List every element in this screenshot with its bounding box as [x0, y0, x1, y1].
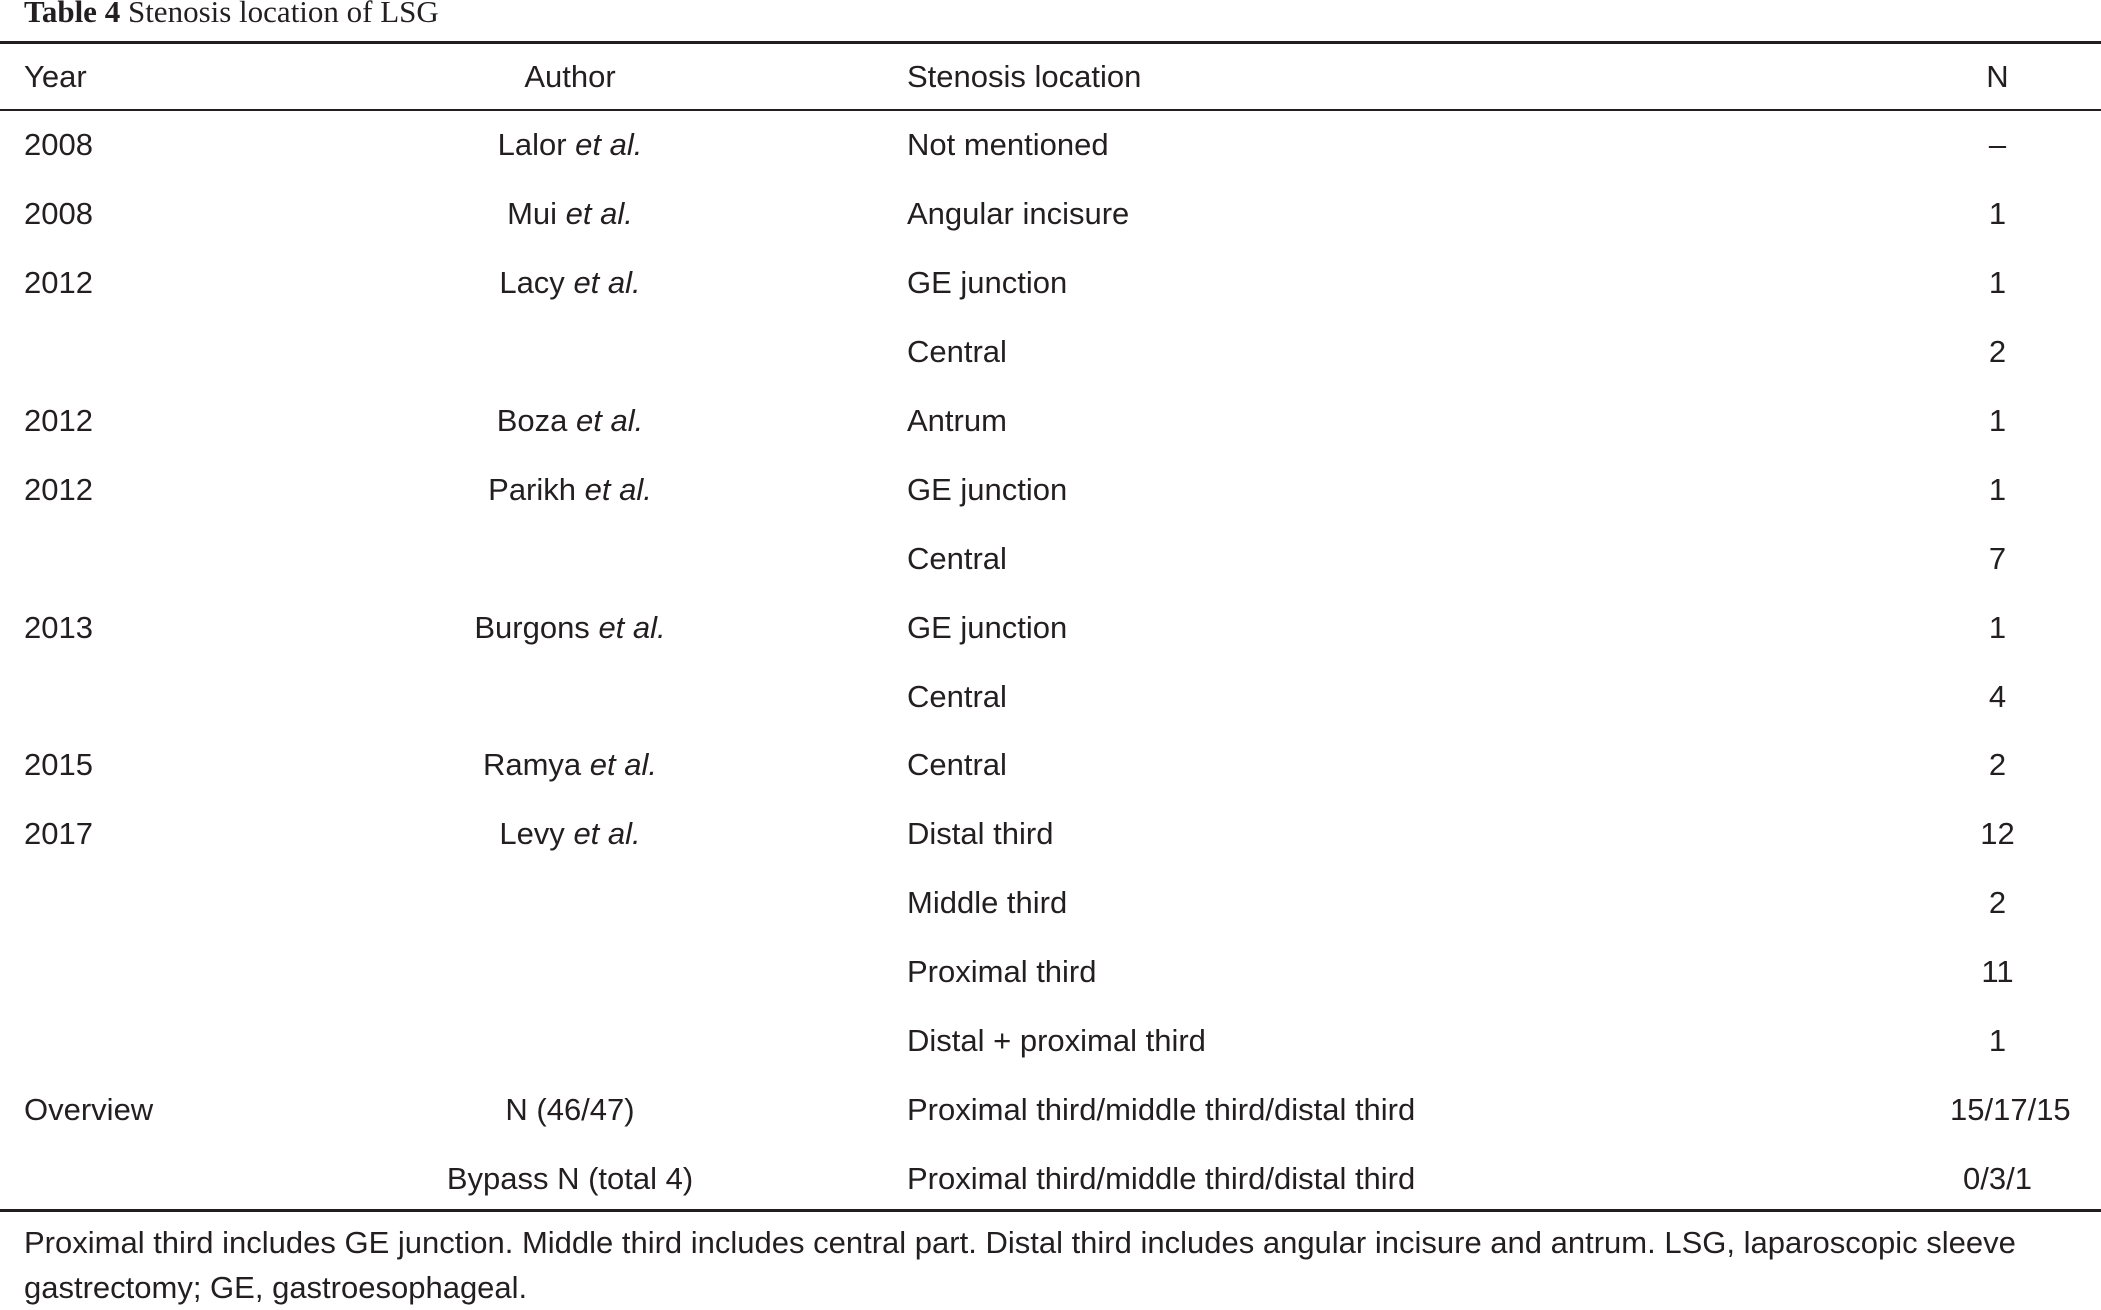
cell-year: 2017: [24, 816, 93, 852]
cell-n: 1: [1988, 403, 2007, 438]
cell-n: 15/17/15: [1950, 1091, 2071, 1127]
author-name: Levy: [499, 816, 565, 852]
cell-location: Proximal third/middle third/distal third: [907, 1091, 1416, 1127]
author-name: Burgons: [474, 609, 590, 645]
cell-location: Middle third: [907, 885, 1068, 921]
table-caption-title: Stenosis location of LSG: [127, 0, 439, 29]
table-row: [0, 111, 2101, 180]
cell-location: Proximal third/middle third/distal third: [907, 1160, 1416, 1196]
table-row: [0, 800, 2101, 869]
cell-year: 2012: [24, 471, 93, 507]
header-author: Author: [524, 58, 616, 94]
cell-n: 12: [1980, 816, 2015, 852]
table-body: [0, 109, 2101, 1213]
cell-location: Central: [907, 678, 1007, 714]
cell-location: Distal + proximal third: [907, 1023, 1206, 1059]
cell-location: GE junction: [907, 471, 1068, 507]
cell-n: 1: [1988, 471, 2007, 507]
author-name: Ramya: [482, 747, 582, 783]
author-suffix: et al.: [598, 609, 666, 645]
header-n: N: [1986, 58, 2009, 94]
cell-location: Distal third: [907, 816, 1054, 852]
cell-n: 2: [1988, 747, 2007, 783]
cell-year: [0, 1007, 250, 1076]
table-row: [0, 1007, 2101, 1076]
table-row: [0, 180, 2101, 249]
cell-location: Proximal third: [907, 954, 1097, 990]
table-row: [0, 938, 2101, 1007]
cell-n: 4: [1988, 678, 2007, 714]
header-year: Year: [24, 58, 87, 94]
cell-n: 1: [1988, 196, 2007, 232]
table-row: [0, 455, 2101, 524]
cell-author: [250, 455, 890, 524]
author-name: Parikh: [488, 471, 577, 507]
cell-n: 2: [1988, 334, 2007, 370]
cell-author: [250, 249, 890, 318]
table-row: [0, 387, 2101, 456]
cell-author: [250, 593, 890, 662]
cell-year: 2008: [24, 127, 93, 163]
cell-year: 2012: [24, 265, 93, 301]
table-row: [0, 524, 2101, 593]
table-row: [0, 1075, 2101, 1144]
table-row: [0, 662, 2101, 731]
table-header-row: [0, 44, 2101, 109]
table-row: [0, 593, 2101, 662]
author-name: Lacy: [499, 265, 565, 301]
cell-year: 2012: [24, 403, 93, 438]
author-suffix: et al.: [565, 196, 633, 232]
cell-author: [250, 800, 890, 869]
author-name: Boza: [496, 403, 568, 438]
cell-author: [250, 1007, 890, 1076]
cell-location: GE junction: [907, 265, 1068, 301]
author-suffix: et al.: [589, 747, 658, 783]
stenosis-table: [0, 44, 2101, 1213]
author-name: Bypass N (total 4): [446, 1160, 694, 1196]
author-name: Lalor: [497, 127, 567, 163]
cell-author: [250, 869, 890, 938]
cell-year: 2013: [24, 609, 93, 645]
cell-year: [0, 938, 250, 1007]
cell-year: [0, 524, 250, 593]
cell-location: Angular incisure: [907, 196, 1130, 232]
cell-n: –: [1988, 127, 2007, 163]
cell-location: Antrum: [907, 403, 1007, 438]
cell-n: 1: [1988, 609, 2007, 645]
cell-author: [250, 1075, 890, 1144]
cell-location: Central: [907, 540, 1007, 576]
cell-author: [250, 111, 890, 180]
cell-location: Central: [907, 334, 1007, 370]
cell-author: [250, 938, 890, 1007]
cell-n: 1: [1988, 265, 2007, 301]
author-name: Mui: [507, 196, 558, 232]
cell-year: [0, 662, 250, 731]
author-name: N (46/47): [505, 1091, 635, 1127]
table-caption: [24, 0, 439, 30]
table-row: [0, 249, 2101, 318]
table-caption-label: Table 4: [24, 0, 121, 29]
cell-n: 2: [1988, 885, 2007, 921]
author-suffix: et al.: [575, 127, 643, 163]
header-location: Stenosis location: [907, 58, 1142, 94]
cell-author: [250, 731, 890, 800]
cell-n: 11: [1981, 954, 2014, 990]
table-row: [0, 318, 2101, 387]
cell-author: [250, 524, 890, 593]
author-suffix: et al.: [576, 403, 644, 438]
author-suffix: et al.: [573, 265, 641, 301]
table-footnote: Proximal third includes GE junction. Middle third includes central part. Distal third includes angular incisure and antrum. LSG, laparoscopic sleeve gastrectomy; GE, gastroesophageal.: [24, 1225, 2016, 1305]
cell-n: 7: [1988, 540, 2007, 576]
author-suffix: et al.: [573, 816, 641, 852]
cell-location: Central: [907, 747, 1007, 783]
cell-year: 2008: [24, 196, 93, 232]
author-suffix: et al.: [584, 471, 652, 507]
cell-year: [0, 318, 250, 387]
cell-year: [0, 869, 250, 938]
cell-year: Overview: [24, 1091, 154, 1127]
cell-author: [250, 1144, 890, 1213]
cell-location: Not mentioned: [907, 127, 1109, 163]
cell-n: 1: [1988, 1023, 2007, 1059]
cell-year: [0, 1144, 250, 1213]
table-row: [0, 869, 2101, 938]
cell-author: [250, 662, 890, 731]
table-row: [0, 731, 2101, 800]
cell-author: [250, 318, 890, 387]
cell-location: GE junction: [907, 609, 1068, 645]
cell-author: [250, 387, 890, 456]
cell-year: 2015: [24, 747, 93, 783]
cell-n: 0/3/1: [1963, 1160, 2032, 1196]
cell-author: [250, 180, 890, 249]
table-row: [0, 1144, 2101, 1213]
